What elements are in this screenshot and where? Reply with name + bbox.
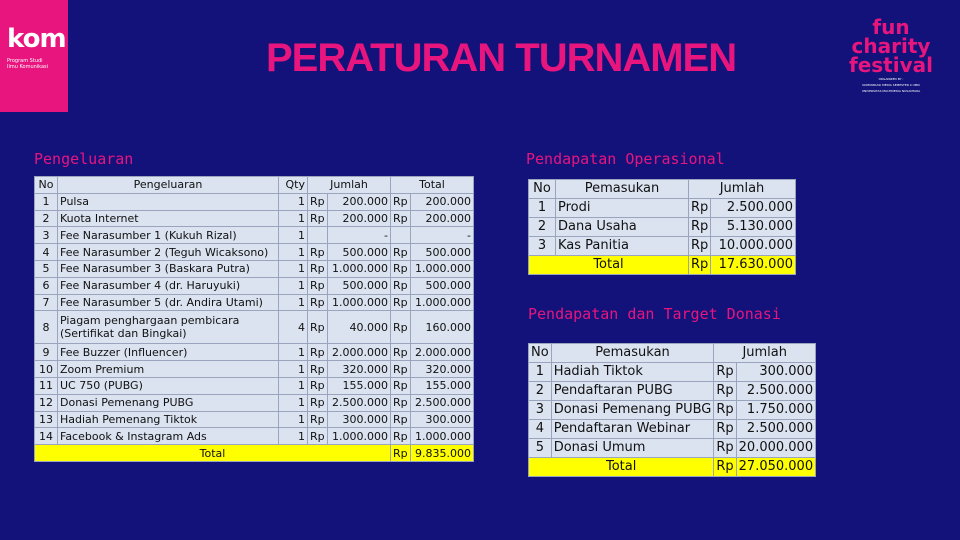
row-jumlah: 2.500.000 (711, 199, 796, 218)
festival-note-3: UNIVERSITAS MULTIMEDIA NUSANTARA (861, 89, 921, 93)
row-rp: Rp (391, 361, 411, 378)
row-rp: Rp (308, 428, 328, 445)
expenses-total-row (35, 445, 474, 462)
row-item: Facebook & Instagram Ads (58, 428, 279, 445)
total-rp: Rp (689, 256, 711, 275)
row-no: 3 (529, 401, 552, 420)
row-item: Fee Narasumber 4 (dr. Haruyuki) (58, 277, 279, 294)
row-no: 4 (35, 244, 58, 261)
row-rp: Rp (308, 377, 328, 394)
row-rp: Rp (308, 361, 328, 378)
festival-note-1: ORGANIZED BY : (878, 77, 904, 81)
row-item: Kuota Internet (58, 210, 279, 227)
operational-section-title: Pendapatan Operasional (526, 150, 725, 168)
row-total: 2.000.000 (410, 344, 473, 361)
row-no: 11 (35, 377, 58, 394)
row-jumlah: 1.000.000 (327, 428, 390, 445)
table-row (529, 237, 796, 256)
row-no: 3 (529, 237, 556, 256)
row-qty: 1 (279, 277, 308, 294)
row-rp: Rp (714, 401, 736, 420)
header-no: No (529, 180, 556, 199)
donation-table (528, 343, 816, 477)
row-no: 6 (35, 277, 58, 294)
festival-word-2: charity (851, 34, 931, 58)
table-row (35, 311, 474, 344)
row-total: 1.000.000 (410, 260, 473, 277)
row-rp: Rp (714, 363, 736, 382)
table-header-row (529, 180, 796, 199)
header-item: Pengeluaran (58, 177, 279, 194)
table-header-row (35, 177, 474, 194)
row-rp: Rp (689, 237, 711, 256)
row-jumlah: 155.000 (327, 377, 390, 394)
row-item: Fee Narasumber 1 (Kukuh Rizal) (58, 227, 279, 244)
table-row (529, 363, 816, 382)
row-no: 3 (35, 227, 58, 244)
logo-sub-line1: Program Studi (7, 58, 43, 64)
row-jumlah: 20.000.000 (736, 439, 815, 458)
row-item: Hadiah Tiktok (551, 363, 714, 382)
row-qty: 1 (279, 294, 308, 311)
row-rp: Rp (308, 311, 328, 344)
row-rp: Rp (391, 394, 411, 411)
header-item: Pemasukan (556, 180, 689, 199)
row-total: 200.000 (410, 193, 473, 210)
header-jumlah: Jumlah (689, 180, 796, 199)
header-jumlah: Jumlah (714, 344, 816, 363)
row-total: 155.000 (410, 377, 473, 394)
page-title: PERATURAN TURNAMEN (266, 36, 737, 80)
row-rp: Rp (308, 294, 328, 311)
operational-total-row (529, 256, 796, 275)
row-jumlah: 2.500.000 (736, 382, 815, 401)
logo-mark: kom (7, 24, 66, 54)
festival-word-3: festival (849, 53, 933, 77)
row-rp: Rp (308, 344, 328, 361)
row-qty: 1 (279, 394, 308, 411)
row-jumlah: 1.750.000 (736, 401, 815, 420)
row-item: Fee Buzzer (Influencer) (58, 344, 279, 361)
row-jumlah: 200.000 (327, 193, 390, 210)
row-rp: Rp (391, 294, 411, 311)
table-row (35, 394, 474, 411)
row-no: 13 (35, 411, 58, 428)
row-rp: Rp (391, 210, 411, 227)
row-rp: Rp (391, 344, 411, 361)
row-item: Fee Narasumber 2 (Teguh Wicaksono) (58, 244, 279, 261)
row-rp: Rp (391, 277, 411, 294)
row-no: 2 (529, 382, 552, 401)
row-qty: 1 (279, 227, 308, 244)
total-value: 27.050.000 (736, 458, 815, 477)
row-no: 2 (35, 210, 58, 227)
row-rp: Rp (714, 420, 736, 439)
table-row (35, 210, 474, 227)
header-no: No (35, 177, 58, 194)
row-jumlah: - (327, 227, 390, 244)
row-rp: Rp (391, 193, 411, 210)
table-row (529, 439, 816, 458)
row-jumlah: 2.500.000 (736, 420, 815, 439)
row-rp: Rp (391, 244, 411, 261)
row-qty: 1 (279, 260, 308, 277)
row-total: 320.000 (410, 361, 473, 378)
row-rp: Rp (689, 218, 711, 237)
row-jumlah: 5.130.000 (711, 218, 796, 237)
row-no: 4 (529, 420, 552, 439)
row-qty: 1 (279, 411, 308, 428)
row-no: 1 (529, 199, 556, 218)
row-item (58, 311, 279, 344)
row-jumlah: 500.000 (327, 277, 390, 294)
row-total: 500.000 (410, 244, 473, 261)
row-total: 2.500.000 (410, 394, 473, 411)
table-row (529, 218, 796, 237)
row-rp: Rp (308, 193, 328, 210)
row-no: 5 (529, 439, 552, 458)
row-rp: Rp (308, 394, 328, 411)
row-rp: Rp (308, 244, 328, 261)
row-rp (308, 227, 328, 244)
row-total: 200.000 (410, 210, 473, 227)
row-qty: 1 (279, 193, 308, 210)
table-row (35, 193, 474, 210)
row-jumlah: 300.000 (327, 411, 390, 428)
row-rp: Rp (391, 411, 411, 428)
row-qty: 1 (279, 210, 308, 227)
header-no: No (529, 344, 552, 363)
operational-table (528, 179, 796, 275)
table-row (35, 260, 474, 277)
row-no: 1 (529, 363, 552, 382)
row-jumlah: 200.000 (327, 210, 390, 227)
row-item: Pendaftaran Webinar (551, 420, 714, 439)
row-item: Donasi Umum (551, 439, 714, 458)
row-item: Pendaftaran PUBG (551, 382, 714, 401)
table-row (35, 344, 474, 361)
row-rp: Rp (714, 439, 736, 458)
row-jumlah: 320.000 (327, 361, 390, 378)
row-item: Fee Narasumber 5 (dr. Andira Utami) (58, 294, 279, 311)
festival-word-1: fun (872, 15, 910, 39)
table-row (35, 428, 474, 445)
row-qty: 1 (279, 428, 308, 445)
row-item: UC 750 (PUBG) (58, 377, 279, 394)
festival-logo (846, 15, 936, 93)
table-row (35, 277, 474, 294)
row-total: 160.000 (410, 311, 473, 344)
row-item: Donasi Pemenang PUBG (58, 394, 279, 411)
row-jumlah: 300.000 (736, 363, 815, 382)
total-label: Total (35, 445, 391, 462)
table-row (529, 382, 816, 401)
table-row (35, 411, 474, 428)
row-item: Dana Usaha (556, 218, 689, 237)
header-item: Pemasukan (551, 344, 714, 363)
row-rp: Rp (391, 428, 411, 445)
total-label: Total (529, 256, 689, 275)
expenses-section-title: Pengeluaran (34, 150, 134, 168)
row-jumlah: 40.000 (327, 311, 390, 344)
table-row (35, 227, 474, 244)
row-total: 300.000 (410, 411, 473, 428)
table-row (35, 377, 474, 394)
row-no: 12 (35, 394, 58, 411)
table-row (529, 401, 816, 420)
row-rp: Rp (714, 382, 736, 401)
table-header-row (529, 344, 816, 363)
row-rp: Rp (689, 199, 711, 218)
row-total: 1.000.000 (410, 428, 473, 445)
row-rp: Rp (308, 210, 328, 227)
row-jumlah: 10.000.000 (711, 237, 796, 256)
row-jumlah: 1.000.000 (327, 294, 390, 311)
total-label: Total (529, 458, 714, 477)
row-rp: Rp (391, 377, 411, 394)
expenses-table (34, 176, 474, 462)
donation-total-row (529, 458, 816, 477)
row-rp: Rp (391, 311, 411, 344)
row-qty: 4 (279, 311, 308, 344)
row-item: Pulsa (58, 193, 279, 210)
row-no: 9 (35, 344, 58, 361)
row-qty: 1 (279, 377, 308, 394)
row-jumlah: 500.000 (327, 244, 390, 261)
row-item-line1: Piagam penghargaan pembicara (60, 314, 240, 328)
row-total: 1.000.000 (410, 294, 473, 311)
table-row (35, 361, 474, 378)
row-jumlah: 2.500.000 (327, 394, 390, 411)
logo-subtitle (7, 58, 48, 70)
header-qty: Qty (279, 177, 308, 194)
row-no: 14 (35, 428, 58, 445)
row-qty: 1 (279, 361, 308, 378)
row-item: Hadiah Pemenang Tiktok (58, 411, 279, 428)
row-jumlah: 2.000.000 (327, 344, 390, 361)
donation-section-title: Pendapatan dan Target Donasi (528, 305, 781, 323)
row-total: 500.000 (410, 277, 473, 294)
row-no: 10 (35, 361, 58, 378)
row-no: 1 (35, 193, 58, 210)
festival-note-2: KOMUNIKASI MEDIA SEMESTER 4 UMN (862, 83, 920, 87)
row-qty: 1 (279, 344, 308, 361)
row-no: 8 (35, 311, 58, 344)
row-item: Kas Panitia (556, 237, 689, 256)
total-rp: Rp (391, 445, 411, 462)
kom-logo (0, 0, 68, 112)
row-total: - (410, 227, 473, 244)
row-item: Fee Narasumber 3 (Baskara Putra) (58, 260, 279, 277)
total-rp: Rp (714, 458, 736, 477)
row-item-line2: (Sertifikat dan Bingkai) (60, 327, 187, 341)
row-rp (391, 227, 411, 244)
table-row (529, 420, 816, 439)
table-row (35, 244, 474, 261)
row-no: 7 (35, 294, 58, 311)
row-rp: Rp (308, 260, 328, 277)
row-no: 2 (529, 218, 556, 237)
row-rp: Rp (308, 277, 328, 294)
table-row (529, 199, 796, 218)
row-qty: 1 (279, 244, 308, 261)
header-total: Total (391, 177, 474, 194)
row-jumlah: 1.000.000 (327, 260, 390, 277)
total-value: 9.835.000 (410, 445, 473, 462)
row-rp: Rp (391, 260, 411, 277)
logo-sub-line2: Ilmu Komunikasi (7, 64, 49, 70)
header-jumlah: Jumlah (308, 177, 391, 194)
row-no: 5 (35, 260, 58, 277)
row-item: Prodi (556, 199, 689, 218)
row-rp: Rp (308, 411, 328, 428)
table-row (35, 294, 474, 311)
row-item: Zoom Premium (58, 361, 279, 378)
total-value: 17.630.000 (711, 256, 796, 275)
row-item: Donasi Pemenang PUBG (551, 401, 714, 420)
